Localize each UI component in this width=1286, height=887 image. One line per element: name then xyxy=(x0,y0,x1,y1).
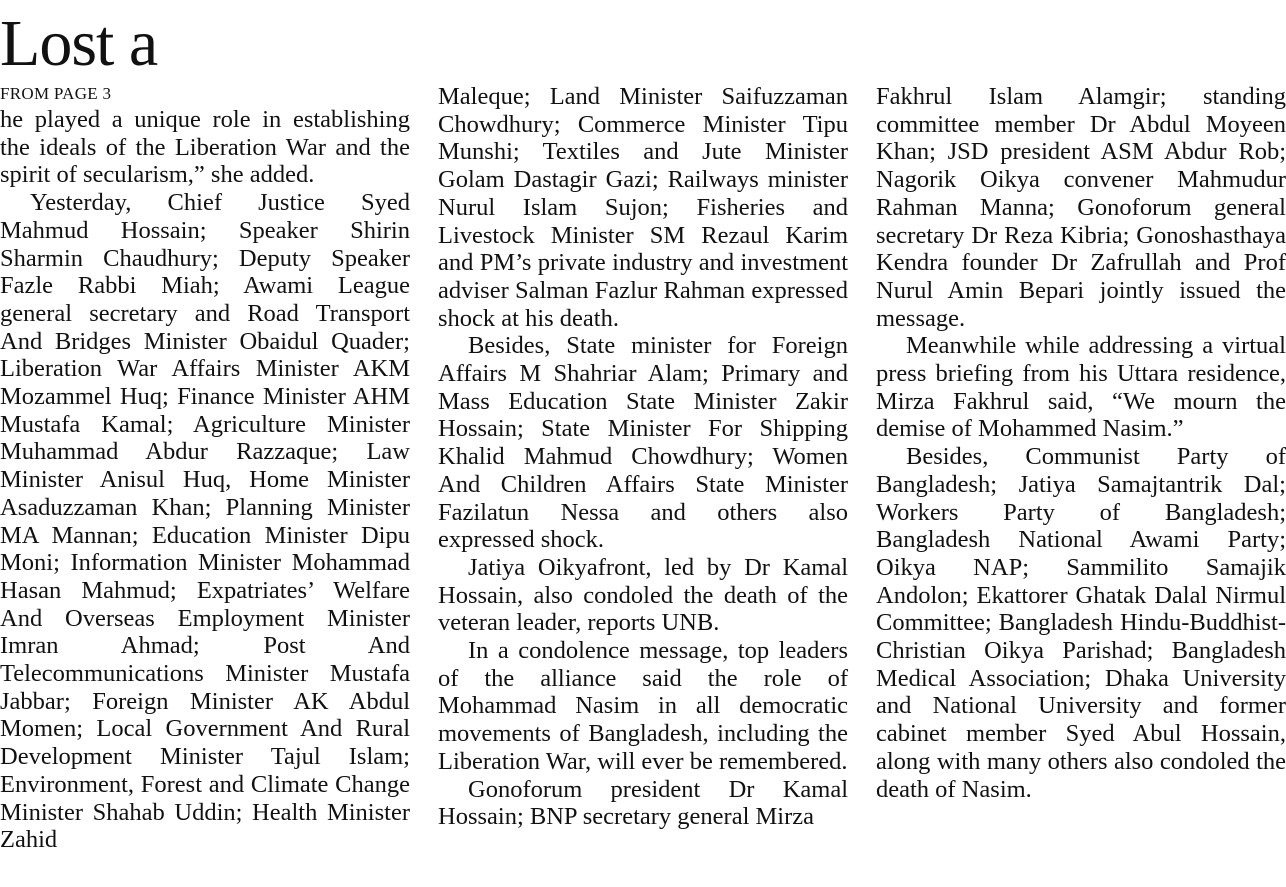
headline: Lost a xyxy=(0,7,158,80)
paragraph: Maleque; Land Minister Saifuzzaman Chowdhury; Commerce Minister Tipu Munshi; Textiles and Jute Minister Golam Dastagir Gazi; Railways minister Nurul Islam Sujon; Fisheries and Livestock Minister SM Rezaul Karim and PM’s private industry and investment adviser Salman Fazlur Rahman expressed shock at his death. xyxy=(438,83,848,332)
paragraph: Jatiya Oikyafront, led by Dr Kamal Hossain, also condoled the death of the veteran leader, reports UNB. xyxy=(438,553,848,637)
paragraph: In a condolence message, top leaders of the alliance said the role of Mohammad Nasim in all democratic movements of Bangladesh, including the Liberation War, will ever be remembered. xyxy=(438,637,848,775)
paragraph: Besides, State minister for Foreign Affairs M Shahriar Alam; Primary and Mass Education State Minister Zakir Hossain; State Minister For Shipping Khalid Mahmud Chowdhury; Women And Children Affairs State Minister Fazilatun Nessa and others also expressed shock. xyxy=(438,332,848,554)
continued-from-label: FROM PAGE 3 xyxy=(0,84,112,103)
paragraph: Meanwhile while addressing a virtual press briefing from his Uttara residence, Mirza Fakhrul said, “We mourn the demise of Mohammed Nasim.” xyxy=(876,332,1286,443)
paragraph: Besides, Communist Party of Bangladesh; Jatiya Samajtantrik Dal; Workers Party of Bangladesh; Bangladesh National Awami Party; Oikya NAP; Sammilito Samajik Andolon; Ekattorer Ghatak Dalal Nirmul Committee; Bangladesh Hindu-Buddhist-Christian Oikya Parishad; Bangladesh Medical Association; Dhaka University and National University and former cabinet member Syed Abul Hossain, along with many others also condoled the death of Nasim. xyxy=(876,443,1286,803)
article-column-1 xyxy=(0,106,410,854)
article-column-3 xyxy=(876,83,1286,803)
article-column-2 xyxy=(438,83,848,831)
paragraph: he played a unique role in establishing the ideals of the Liberation War and the spirit of secularism,” she added. xyxy=(0,106,410,189)
paragraph: Yesterday, Chief Justice Syed Mahmud Hossain; Speaker Shirin Sharmin Chaudhury; Deputy Speaker Fazle Rabbi Miah; Awami League general secretary and Road Transport And Bridges Minister Obaidul Quader; Liberation War Affairs Minister AKM Mozammel Huq; Finance Minister AHM Mustafa Kamal; Agriculture Minister Muhammad Abdur Razzaque; Law Minister Anisul Huq, Home Minister Asaduzzaman Khan; Planning Minister MA Mannan; Education Minister Dipu Moni; Information Minister Mohammad Hasan Mahmud; Expatriates’ Welfare And Overseas Employment Minister Imran Ahmad; Post And Telecommunications Minister Mustafa Jabbar; Foreign Minister AK Abdul Momen; Local Government And Rural Development Minister Tajul Islam; Environment, Forest and Climate Change Minister Shahab Uddin; Health Minister Zahid xyxy=(0,189,410,854)
paragraph: Fakhrul Islam Alamgir; standing committee member Dr Abdul Moyeen Khan; JSD president ASM Abdur Rob; Nagorik Oikya convener Mahmudur Rahman Manna; Gonoforum general secretary Dr Reza Kibria; Gonoshasthaya Kendra founder Dr Zafrullah and Prof Nurul Amin Bepari jointly issued the message. xyxy=(876,83,1286,332)
paragraph: Gonoforum president Dr Kamal Hossain; BNP secretary general Mirza xyxy=(438,775,848,831)
